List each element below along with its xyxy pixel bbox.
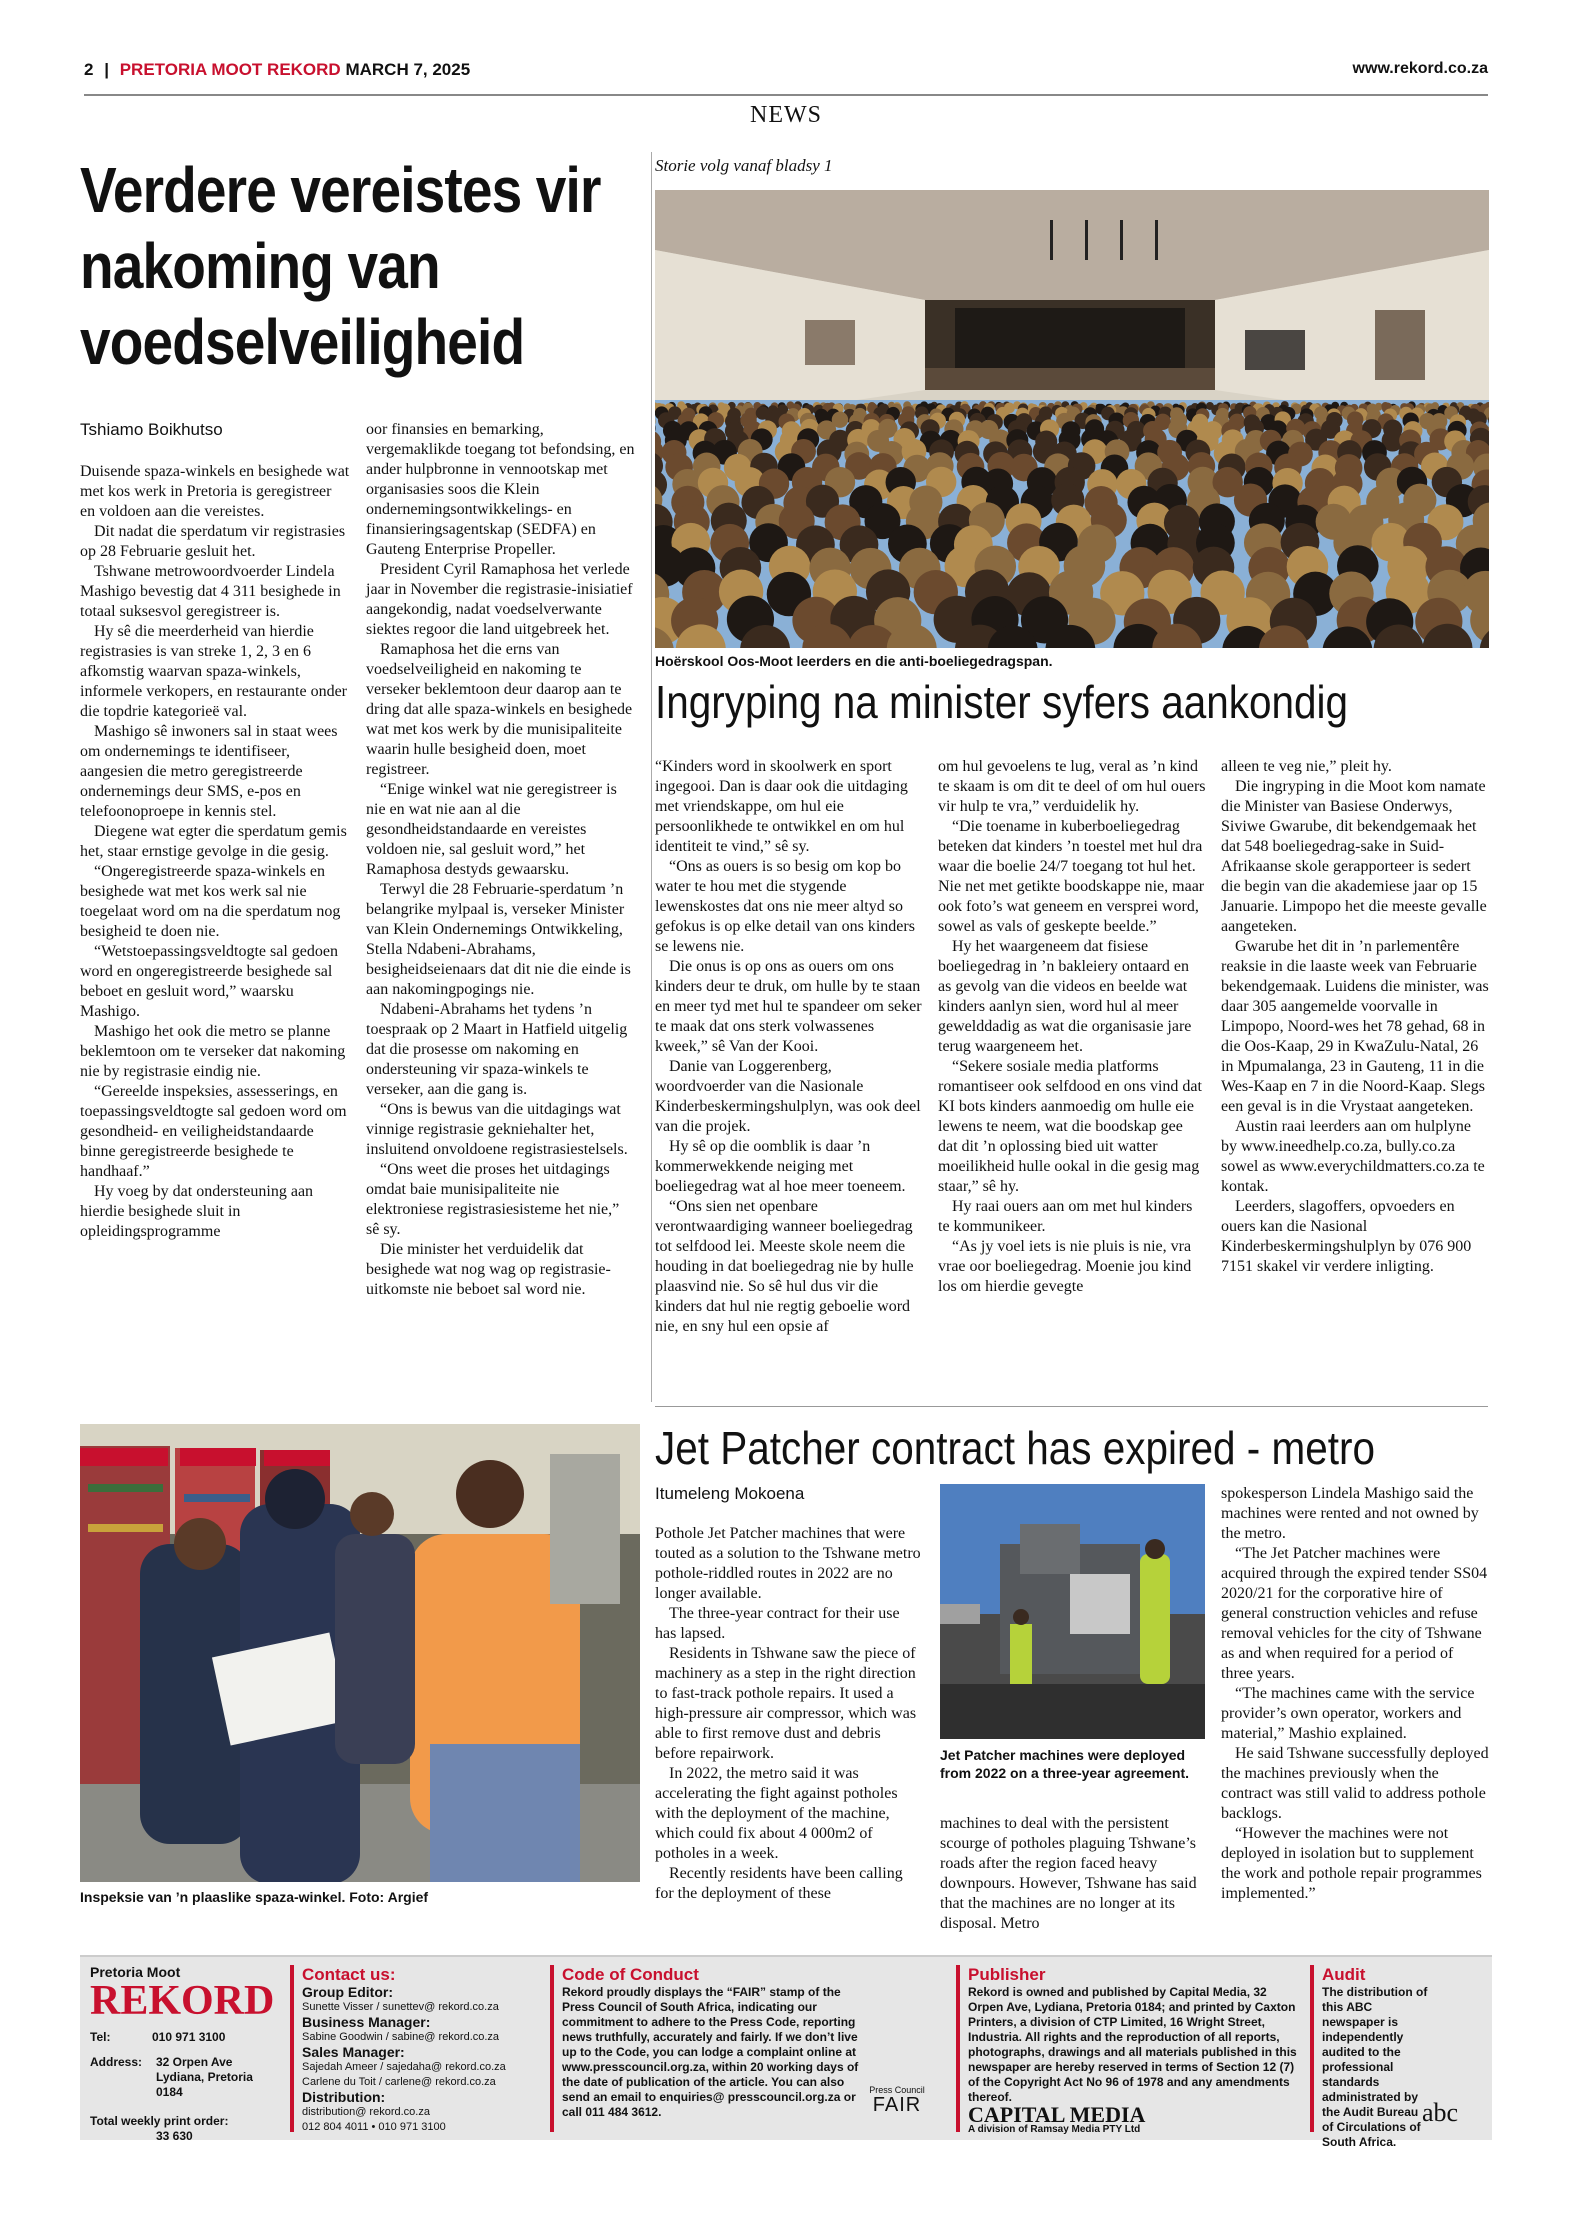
school-hall-photo [655, 190, 1489, 648]
capital-media-sub: A division of Ramsay Media PTY Ltd [968, 2124, 1141, 2135]
publisher-text: Rekord is owned and published by Capital Media, 32 Orpen Ave, Lydiana, Pretoria 0184; and printed by Caxton Printers, a division of CTP Limited, 16 Wright Street, Industria. All rights and the reproduction of all reports, photographs, drawings and all materials published in this newspaper are hereby reserved in terms of Section 12 (7) of the Copyright Act No 96 of 1978 and any amendments thereof. [968, 1985, 1297, 2104]
article-2-column-3 [1221, 757, 1489, 1277]
paragraph: om hul gevoelens te lug, veral as ’n kind te skaam is om dit te deel of om hul ouers vir hulp te vra,” verduidelik hy. [938, 758, 1206, 815]
paragraph: “Ons weet die proses het uitdagings omdat baie munisipaliteite nie elektroniese registrasiesisteme het nie,” sê sy. [366, 1161, 620, 1238]
footer-divider [956, 1965, 960, 2132]
paragraph: He said Tshwane successfully deployed the machines previously when the contract was still valid to address pothole backlogs. [1221, 1745, 1489, 1822]
paragraph: “Gereelde inspeksies, assesserings, en toepassingsveldtogte sal gedoen word om gesondheid- en veiligheidstandaarde binne geregistreerde besighede te handhaaf.” [80, 1083, 347, 1180]
tel-label: Tel: [90, 2030, 111, 2044]
jet-patcher-photo [940, 1484, 1205, 1739]
contact-detail[interactable]: Sabine Goodwin / sabine@ rekord.co.za [302, 2031, 500, 2043]
address-value: 32 Orpen Ave Lydiana, Pretoria 0184 [156, 2055, 253, 2099]
paragraph: The three-year contract for their use has lapsed. [655, 1605, 900, 1642]
footer-audit [1322, 1965, 1482, 2150]
paragraph: Ndabeni-Abrahams het tydens ’n toespraak op 2 Maart in Hatfield uitgelig dat die prosesse om nakoming en ondersteuning vir spaza-winkels te verseker, aan die gang is. [366, 1001, 628, 1098]
paragraph: “Ons is bewus van die uitdagings wat vinnige registrasie gekniehalter het, insluitend onvoldoene registrasiestelsels. [366, 1101, 628, 1158]
contact-detail[interactable]: distribution@ rekord.co.za [302, 2106, 430, 2118]
footer-divider [550, 1965, 554, 2132]
footer-divider [1310, 1965, 1314, 2132]
paragraph: “However the machines were not deployed in isolation but to supplement the work and pothole repair programmes implemented.” [1221, 1825, 1482, 1902]
paragraph: Austin raai leerders aan om hulplyne by www.ineedhelp.co.za, bully.co.za sowel as www.everychildmatters.co.za te kontak. [1221, 1118, 1485, 1195]
paragraph: “As jy voel iets is nie pluis is nie, vra vrae oor boeliegedrag. Moenie jou kind los om hierdie gevegte [938, 1238, 1192, 1295]
paragraph: Tshwane metrowoordvoerder Lindela Mashigo bevestig dat 4 311 besighede in totaal suksesvol geregistreer is. [80, 563, 341, 620]
footer-brand [90, 1965, 280, 2144]
contact-detail[interactable]: 012 804 4011 • 010 971 3100 [302, 2121, 446, 2133]
paragraph: Hy raai ouers aan om met hul kinders te kommunikeer. [938, 1198, 1193, 1235]
article-1-column-1 [80, 462, 350, 1242]
paragraph: Leerders, slagoffers, opvoeders en ouers kan die Nasional Kinderbeskermingshulplyn by 076 900 7151 skakel vir verdere inligting. [1221, 1198, 1472, 1275]
paragraph: “The machines came with the service provider’s own operator, workers and material,” Mashio explained. [1221, 1685, 1475, 1742]
contact-role: Business Manager: [302, 2014, 431, 2030]
paragraph: oor finansies en bemarking, vergemaklikde toegang tot befondsing, en ander hulpbronne in vennootskap met organisasies soos die Klein ondernemingsontwikkelings- en finansieringsagentskap (SEDFA) en Gauteng Enterprise Propeller. [366, 421, 635, 558]
brand-logo: REKORD [90, 1978, 275, 2024]
paragraph: Dit nadat die sperdatum vir registrasies op 28 Februarie gesluit het. [80, 523, 346, 560]
paragraph: Die ingryping in die Moot kom namate die Minister van Basiese Onderwys, Siviwe Gwarube, dit bekendgemaak het dat 548 boeliegedrag-sake in Suid-Afrikaanse skole gerapporteer is sedert die begin van die akademiese jaar op 15 Januarie. Limpopo het die meeste gevalle aangeteken. [1221, 778, 1487, 935]
column-divider [651, 152, 652, 1402]
header-separator: | [104, 60, 109, 79]
paragraph: “Wetstoepassingsveldtogte sal gedoen word en ongeregistreerde besighede sal beboet en gesluit word,” waarsku Mashigo. [80, 943, 338, 1020]
paragraph: Hy het waargeneem dat fisiese boeliegedrag in ’n bakleiery ontaard en as gevolg van die videos en beelde wat kinders aanlyn sien, word hul al meer gewelddadig as wat die organisasie jare terug waargeneem het. [938, 938, 1192, 1055]
article-1-headline: Verdere vereistes vir nakoming van voedselveiligheid [80, 154, 601, 378]
article-2-photo-caption: Hoërskool Oos-Moot leerders en die anti-boeliegedragspan. [655, 653, 1053, 669]
audit-text: The distribution of this ABC newspaper is independently audited to the professional standards administrated by the Audit Bureau of Circulations of South Africa. [1322, 1985, 1428, 2149]
paragraph: “Ons as ouers is so besig om kop bo water te hou met die stygende lewenskostes dat ons nie meer altyd so gefokus is op elke detail van ons kinders se lewens nie. [655, 858, 915, 955]
paragraph: Ramaphosa het die erns van voedselveiligheid en nakoming te verseker beklemtoon deur daarop aan te dring dat alle spaza-winkels en besighede wat met kos werk by die munisipaliteite waarin hulle besigheid doen, moet registreer. [366, 641, 633, 778]
paragraph: Hy sê die meerderheid van hierdie registrasies is van streke 1, 2, 3 en 6 afkomstig waarvan spaza-winkels, informele verkopers, en restaurante onder die topdrie kategorieë val. [80, 623, 347, 720]
fair-stamp-label: FAIR [872, 2094, 922, 2116]
paragraph: In 2022, the metro said it was accelerating the fight against potholes with the deployment of the machine, which could fix about 4 000m2 of potholes in a week. [655, 1765, 898, 1862]
header-rule [84, 94, 1488, 96]
paragraph: “Enige winkel wat nie geregistreer is nie en wat nie aan al die gesondheidstandaarde en vereistes voldoen nie, sal gesluit word,” het Ramaphosa destyds gewaarsku. [366, 781, 617, 878]
article-2-column-1 [655, 757, 923, 1337]
contact-role: Sales Manager: [302, 2044, 405, 2060]
spaza-inspection-photo [80, 1424, 640, 1882]
footer-publisher [968, 1965, 1298, 2137]
contact-list [302, 1985, 542, 2135]
article-1-byline: Tshiamo Boikhutso [80, 420, 223, 439]
paragraph: Die minister het verduidelik dat besighede wat nog wag op registrasie-uitkomste nie beboet sal word nie. [366, 1241, 611, 1298]
capital-media-logo: CAPITAL MEDIA [968, 2102, 1146, 2127]
publisher-heading: Publisher [968, 1965, 1046, 1984]
article-3-column-1 [655, 1524, 923, 1904]
masthead-footer [80, 1955, 1492, 2149]
audit-heading: Audit [1322, 1965, 1366, 1984]
tel-number: 010 971 3100 [152, 2030, 226, 2044]
address-label: Address: [90, 2055, 143, 2069]
paragraph: Pothole Jet Patcher machines that were touted as a solution to the Tshwane metro pothole-riddled routes in 2022 are no longer available. [655, 1525, 921, 1602]
paragraph: “Sekere sosiale media platforms romantiseer ook selfdood en ons vind dat KI bots kinders aanmoedig om hulle eie lewens te neem, wat die boodskap gee dat dit ’n oplossing bied uit watter moeilikheid hulle ookal in die gesig mag staar,” sê hy. [938, 1058, 1202, 1195]
section-title: NEWS [750, 102, 822, 128]
fair-stamp [862, 2083, 932, 2116]
paragraph: alleen te veg nie,” pleit hy. [1221, 758, 1392, 775]
paragraph: “The Jet Patcher machines were acquired through the expired tender SS04 2020/21 for the corporative hire of general construction vehicles and refuse removal vehicles for the city of Tshwane as and when required for a period of three years. [1221, 1545, 1488, 1682]
conduct-text: Rekord proudly displays the “FAIR” stamp of the Press Council of South Africa, indicating our commitment to adhere to the Press Code, reporting news truthfully, accurately and fairly. If we don’t live up to the Code, you can lodge a complaint online at www.presscouncil.org.za, within 20 working days of the date of publication of the article. You can also send an email to enquiries@ presscouncil.org.za or call 011 484 3612. [562, 1985, 859, 2119]
paragraph: Die onus is op ons as ouers om ons kinders deur te druk, om hulle by te staan en meer tyd met hul te spandeer om seker te maak dat ons sterk volwassenes kweek,” sê Van der Kooi. [655, 958, 922, 1055]
contact-detail[interactable]: Carlene du Toit / carlene@ rekord.co.za [302, 2076, 496, 2088]
paragraph: “Kinders word in skoolwerk en sport ingegooi. Dan is daar ook die uitdaging met vriendskappe, om hul eie persoonlikhede te ontwikkel en om hul identiteit te vind,” sê sy. [655, 758, 908, 855]
article-3-byline: Itumeleng Mokoena [655, 1484, 805, 1503]
paragraph: “Ons sien net openbare verontwaardiging wanneer boeliegedrag tot selfdood lei. Meeste skole neem die houding in dat boeliegedrag nie by hulle plaasvind nie. So sê hul dus vir die kinders dat hul nie regtig geboelie word nie, en sny hul een opsie af [655, 1198, 914, 1335]
continued-note: Storie volg vanaf bladsy 1 [655, 156, 833, 175]
print-order-label: Total weekly print order: [90, 2114, 229, 2128]
contact-detail[interactable]: Sunette Visser / sunettev@ rekord.co.za [302, 2001, 499, 2013]
paragraph: Diegene wat egter die sperdatum gemis het, staar ernstige gevolge in die gesig. [80, 823, 347, 860]
paragraph: Hy sê op die oomblik is daar ’n kommerwekkende neiging met boeliegedrag wat al hoe meer toeneem. [655, 1138, 906, 1195]
footer-code-of-conduct [562, 1965, 942, 2120]
abc-logo: abc [1422, 2098, 1459, 2127]
article-2-column-2 [938, 757, 1206, 1297]
footer-contact [302, 1965, 542, 2135]
paragraph: machines to deal with the persistent scourge of potholes plaguing Tshwane’s roads after the region faced heavy downpours. However, Tshwane has said that the machines are no longer at its disposal. Metro [940, 1815, 1197, 1932]
contact-role: Group Editor: [302, 1984, 393, 2000]
brand-top: Pretoria Moot [90, 1964, 181, 1980]
issue-date: MARCH 7, 2025 [345, 60, 471, 79]
paragraph: Duisende spaza-winkels en besighede wat met kos werk in Pretoria is geregistreer en voldoen aan die vereistes. [80, 463, 350, 520]
contact-detail[interactable]: Sajedah Ameer / sajedaha@ rekord.co.za [302, 2061, 506, 2073]
contact-heading: Contact us: [302, 1965, 396, 1984]
footer-divider [290, 1965, 294, 2132]
contact-role: Distribution: [302, 2089, 386, 2105]
page-number: 2 [84, 60, 94, 79]
website-link[interactable]: www.rekord.co.za [1352, 60, 1488, 77]
page-header-left [84, 60, 470, 80]
article-1-photo-caption: Inspeksie van ’n plaaslike spaza-winkel. Foto: Argief [80, 1889, 429, 1905]
article-3-column-2 [940, 1814, 1208, 1934]
paragraph: President Cyril Ramaphosa het verlede jaar in November die registrasie-inisiatief aangekondig, nadat voedselverwante siektes regoor die land uitgebreek het. [366, 561, 633, 638]
paragraph: Mashigo het ook die metro se planne beklemtoon om te verseker dat nakoming nie by registrasie eindig nie. [80, 1023, 346, 1080]
paragraph: Mashigo sê inwoners sal in staat wees om ondernemings te identifiseer, aangesien die metro geregistreerde ondernemings deur SMS, e-pos en telefoonoproepe in kennis stel. [80, 723, 338, 820]
fair-stamp-small: Press Council [869, 2085, 925, 2095]
article-3-column-3 [1221, 1484, 1489, 1904]
paragraph: spokesperson Lindela Mashigo said the machines were rented and not owned by the metro. [1221, 1485, 1479, 1542]
paragraph: Gwarube het dit in ’n parlementêre reaksie in die laaste week van Februarie bekendgemaak. Luidens die minister, was daar 305 aangemelde voorvalle in Limpopo, Noord-wes het 78 gehad, 68 in die Oos-Kaap, 29 in KwaZulu-Natal, 26 in Mpumalanga, 23 in Gauteng, 11 in die Wes-Kaap en 7 in die Noord-Kaap. Slegs een geval is in die Vrystaat aangeteken. [1221, 938, 1489, 1115]
article-2-headline: Ingryping na minister syfers aankondig [655, 676, 1349, 728]
paragraph: “Die toename in kuberboeliegedrag beteken dat kinders ’n toestel met hul dra waar die boelie 24/7 toegang tot hul het. Nie net met getikte boodskappe nie, maar ook foto’s wat geneem en versprei word, sowel as vals of geskepte beelde.” [938, 818, 1205, 935]
print-order-count: 33 630 [156, 2129, 193, 2143]
article-3-photo-caption: Jet Patcher machines were deployed from 2022 on a three-year agreement. [940, 1747, 1189, 1781]
paragraph: Hy voeg by dat ondersteuning aan hierdie besighede sluit in opleidingsprogramme [80, 1183, 314, 1240]
section-rule [655, 1406, 1488, 1407]
paragraph: Recently residents have been calling for the deployment of these [655, 1865, 903, 1902]
paragraph: Residents in Tshwane saw the piece of machinery as a step in the right direction to fast-track pothole repairs. It used a high-pressure air compressor, which was able to first remove dust and debris before repairwork. [655, 1645, 917, 1762]
paragraph: Terwyl die 28 Februarie-sperdatum ’n belangrike mylpaal is, verseker Minister van Klein Ondernemings Ontwikkeling, Stella Ndabeni-Abrahams, besigheidseienaars dat dit nie die einde is aan nakomingpogings nie. [366, 881, 631, 998]
article-1-column-2 [366, 420, 636, 1300]
paper-name: PRETORIA MOOT REKORD [119, 60, 341, 79]
paragraph: Danie van Loggerenberg, woordvoerder van die Nasionale Kinderbeskermingshulplyn, was ook deel van die projek. [655, 1058, 921, 1135]
paragraph: “Ongeregistreerde spaza-winkels en besighede wat met kos werk sal nie toegelaat word om na die sperdatum nog besigheid te doen nie. [80, 863, 341, 940]
conduct-heading: Code of Conduct [562, 1965, 699, 1984]
article-3-headline: Jet Patcher contract has expired - metro [655, 1422, 1375, 1474]
